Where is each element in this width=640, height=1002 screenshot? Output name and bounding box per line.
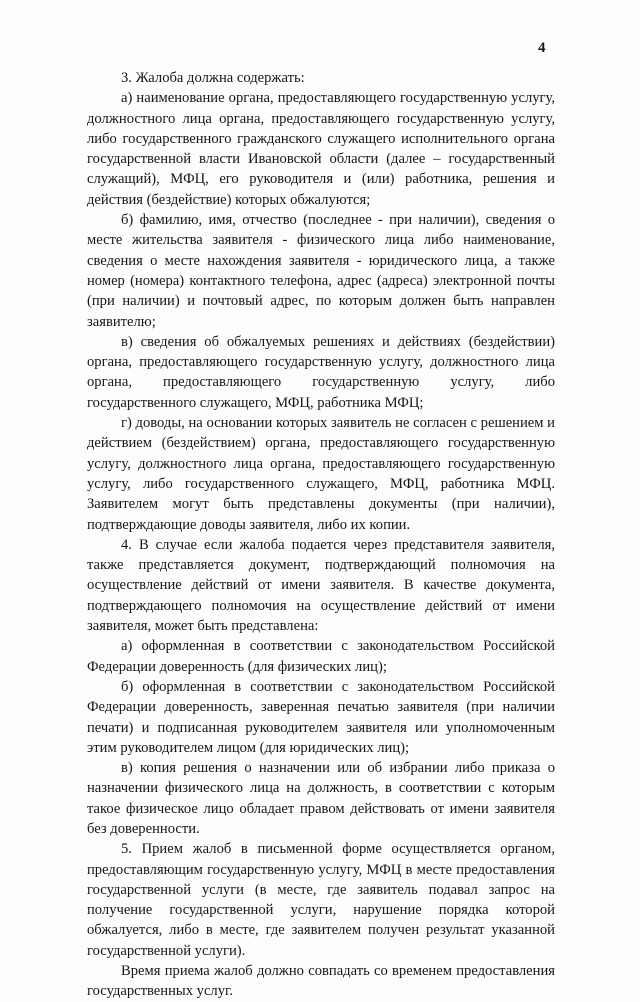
text-line: действия (бездействие) которых обжалуются; <box>87 191 371 208</box>
text-line: 4. В случае если жалоба подается через представителя заявителя, <box>121 536 555 553</box>
text-line: а) наименование органа, предоставляющего государственную услугу, <box>121 90 555 107</box>
text-line: подтверждающие доводы заявителя, либо их копии. <box>87 516 411 533</box>
text-line: предоставляющим государственную услугу, МФЦ в месте предоставления <box>87 861 555 878</box>
text-line: назначении физического лица на должность, в соответствии с которым <box>87 780 555 797</box>
text-line: б) оформленная в соответствии с законодательством Российской <box>121 678 555 695</box>
text-line: номер (номера) контактного телефона, адрес (адреса) электронной почты <box>87 272 555 289</box>
text-line: осуществление действий от имени заявителя. В качестве документа, <box>87 577 555 594</box>
text-line: в) сведения об обжалуемых решениях и действиях (бездействии) <box>121 333 555 350</box>
text-line: служащий), МФЦ, его руководителя и (или) работника, решения и <box>87 171 555 188</box>
text-line: этим руководителем лицом (для юридических лиц); <box>87 739 410 756</box>
text-line: Заявителем могут быть представлены документы (при наличии), <box>87 496 555 513</box>
text-line: Федерации доверенность, заверенная печатью заявителя (при наличии <box>87 699 555 716</box>
text-line: государственной услуги (в месте, где заявитель подавал запрос на <box>87 881 555 898</box>
text-line: Время приема жалоб должно совпадать со временем предоставления <box>121 963 555 980</box>
text-line: сведения о месте нахождения заявителя - юридического лица, а также <box>87 252 555 269</box>
text-line: государственной услуги). <box>87 942 246 959</box>
text-line: в) копия решения о назначении или об избрании либо приказа о <box>121 760 555 777</box>
text-line: государственной власти Ивановской области (далее – государственный <box>87 151 555 168</box>
text-line: такое физическое лицо обладает правом действовать от имени заявителя <box>87 800 555 817</box>
text-line: заявителю; <box>87 313 156 330</box>
text-line: (при наличии) и почтовый адрес, по которым должен быть направлен <box>87 293 555 310</box>
text-line: услугу, либо государственного служащего, МФЦ, работника МФЦ. <box>87 475 555 492</box>
text-line: б) фамилию, имя, отчество (последнее - при наличии), сведения о <box>121 212 555 229</box>
text-line: также представляется документ, подтверждающий полномочия на <box>87 557 555 574</box>
text-line: либо государственного гражданского служащего исполнительного органа <box>87 130 555 147</box>
text-line: действием (бездействием) органа, предоставляющего государственную <box>87 435 555 452</box>
text-line: г) доводы, на основании которых заявитель не согласен с решением и <box>121 415 555 432</box>
text-line: 3. Жалоба должна содержать: <box>121 70 305 86</box>
text-line: а) оформленная в соответствии с законодательством Российской <box>121 638 555 655</box>
document-body <box>87 68 555 1002</box>
page-number: 4 <box>538 40 546 56</box>
text-line: органа, предоставляющего государственную услугу, должностного лица <box>87 354 555 371</box>
text-line: услугу, должностного лица органа, предоставляющего государственную <box>87 455 555 472</box>
text-line: печати) и подписанная руководителем заявителя или уполномоченным <box>87 719 555 736</box>
text-line: государственного служащего, МФЦ, работника МФЦ; <box>87 394 424 411</box>
text-line: государственных услуг. <box>87 983 233 1000</box>
text-line: получение государственной услуги, нарушение порядка которой <box>87 902 555 919</box>
text-line: без доверенности. <box>87 820 200 837</box>
text-line: заявителя, может быть представлена: <box>87 618 319 635</box>
text-line: Федерации доверенность (для физических лиц); <box>87 658 387 675</box>
text-line: 5. Прием жалоб в письменной форме осуществляется органом, <box>121 841 555 858</box>
text-line: месте жительства заявителя - физического лица либо наименование, <box>87 232 555 249</box>
text-line: подтверждающего полномочия на осуществление действий от имени <box>87 597 555 614</box>
text-line: органа, предоставляющего государственную услугу, либо <box>87 374 555 391</box>
text-line: обжалуется, либо в месте, где заявителем получен результат указанной <box>87 922 555 939</box>
text-line: должностного лица органа, предоставляющего государственную услугу, <box>87 110 555 127</box>
